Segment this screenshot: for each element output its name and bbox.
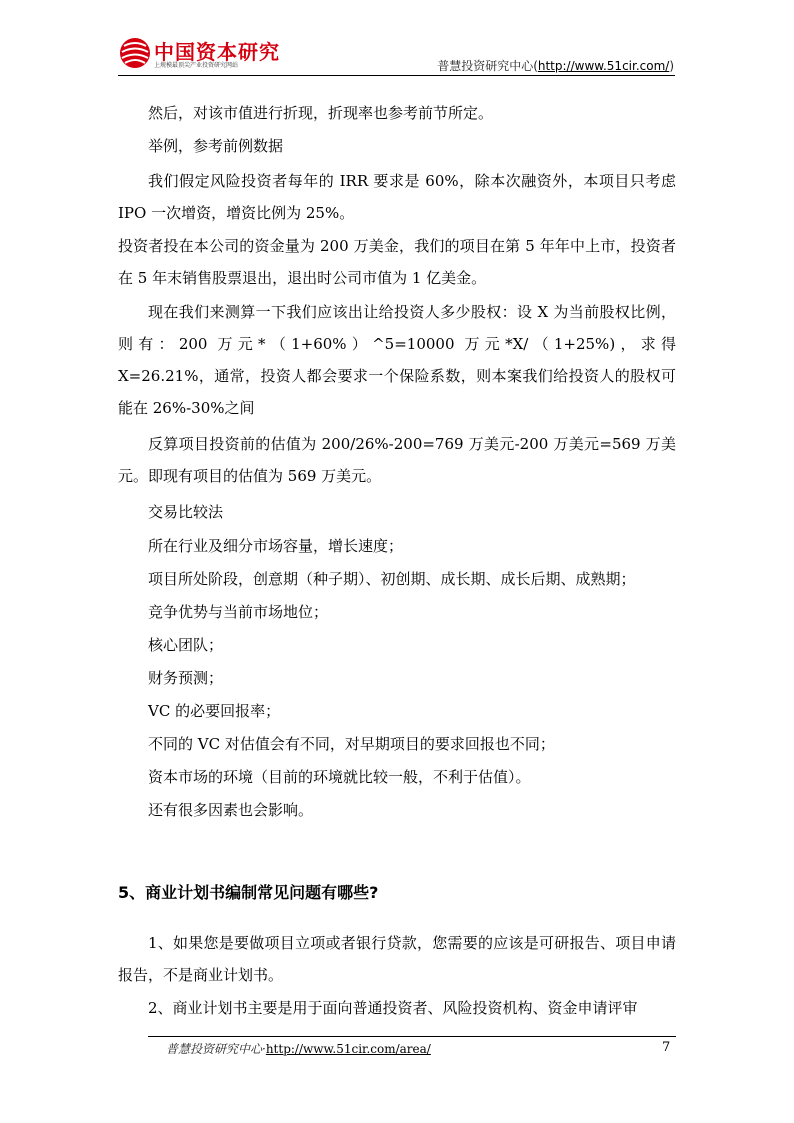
section-heading: 5、商业计划书编制常见问题有哪些? bbox=[118, 883, 379, 902]
footer-link[interactable]: http://www.51cir.com/area/ bbox=[265, 1042, 431, 1056]
list-item: 项目所处阶段，创意期（种子期）、初创期、成长期、成长后期、成熟期； bbox=[148, 570, 636, 588]
list-item: 资本市场的环境（目前的环境就比较一般，不利于估值）。 bbox=[148, 768, 531, 786]
list-item: 所在行业及细分市场容量，增长速度； bbox=[148, 537, 404, 555]
list-item: 不同的 VC 对估值会有不同，对早期项目的要求回报也不同； bbox=[148, 735, 555, 753]
list-item: VC 的必要回报率； bbox=[148, 702, 281, 720]
page-number: 7 bbox=[662, 1040, 671, 1055]
logo-globe-icon bbox=[118, 36, 152, 70]
paragraph-example: 举例，参考前例数据 bbox=[148, 137, 284, 155]
footer-site-info bbox=[166, 1040, 431, 1057]
list-item: 核心团队； bbox=[148, 636, 224, 654]
logo bbox=[118, 36, 280, 70]
paragraph-equity-calc: 现在我们来测算一下我们应该出让给投资人多少股权：设 X 为当前股权比例，则有：200 万元*（1+60%）^5=10000 万元*X/（1+25%)，求得 X=26.21%，通常，投资人都会要求一个保险系数，则本案我们给投资人的股权可能在 26%-30%之间 bbox=[118, 303, 681, 417]
list-item: 财务预测； bbox=[148, 669, 224, 687]
logo-subtitle: 上规模最顶尖产业投资研究网站 bbox=[154, 62, 239, 69]
paragraph-point-2: 2、商业计划书主要是用于面向普通投资者、风险投资机构、资金申请评审 bbox=[148, 999, 638, 1017]
paragraph-investment: 投资者投在本公司的资金量为 200 万美金，我们的项目在第 5 年年中上市，投资者在 5 年末销售股票退出，退出时公司市值为 1 亿美金。 bbox=[118, 237, 676, 287]
paragraph-point-1: 1、如果您是要做项目立项或者银行贷款，您需要的应该是可研报告、项目申请报告，不是商业计划书。 bbox=[118, 934, 676, 984]
paragraph-discount: 然后，对该市值进行折现，折现率也参考前节所定。 bbox=[148, 104, 494, 122]
header-divider bbox=[118, 75, 675, 76]
list-item: 交易比较法 bbox=[148, 503, 224, 521]
list-item: 竞争优势与当前市场地位； bbox=[148, 603, 329, 621]
logo-title: 中国资本研究 bbox=[154, 40, 280, 64]
header-close-paren: ) bbox=[669, 59, 674, 73]
header-site-info bbox=[437, 57, 674, 74]
paragraph-valuation: 反算项目投资前的估值为 200/26%-200=769 万美元-200 万美元=569 万美元。即现有项目的估值为 569 万美元。 bbox=[118, 435, 676, 485]
header-center-name: 普慧投资研究中心( bbox=[437, 59, 538, 73]
header-link[interactable]: http://www.51cir.com/ bbox=[537, 59, 670, 73]
list-item: 还有很多因素也会影响。 bbox=[148, 801, 314, 819]
footer-divider bbox=[148, 1036, 676, 1037]
paragraph-irr: 我们假定风险投资者每年的 IRR 要求是 60%，除本次融资外，本项目只考虑 IPO 一次增资，增资比例为 25%。 bbox=[118, 172, 681, 222]
footer-center-name: 普慧投资研究中心· bbox=[166, 1042, 266, 1056]
